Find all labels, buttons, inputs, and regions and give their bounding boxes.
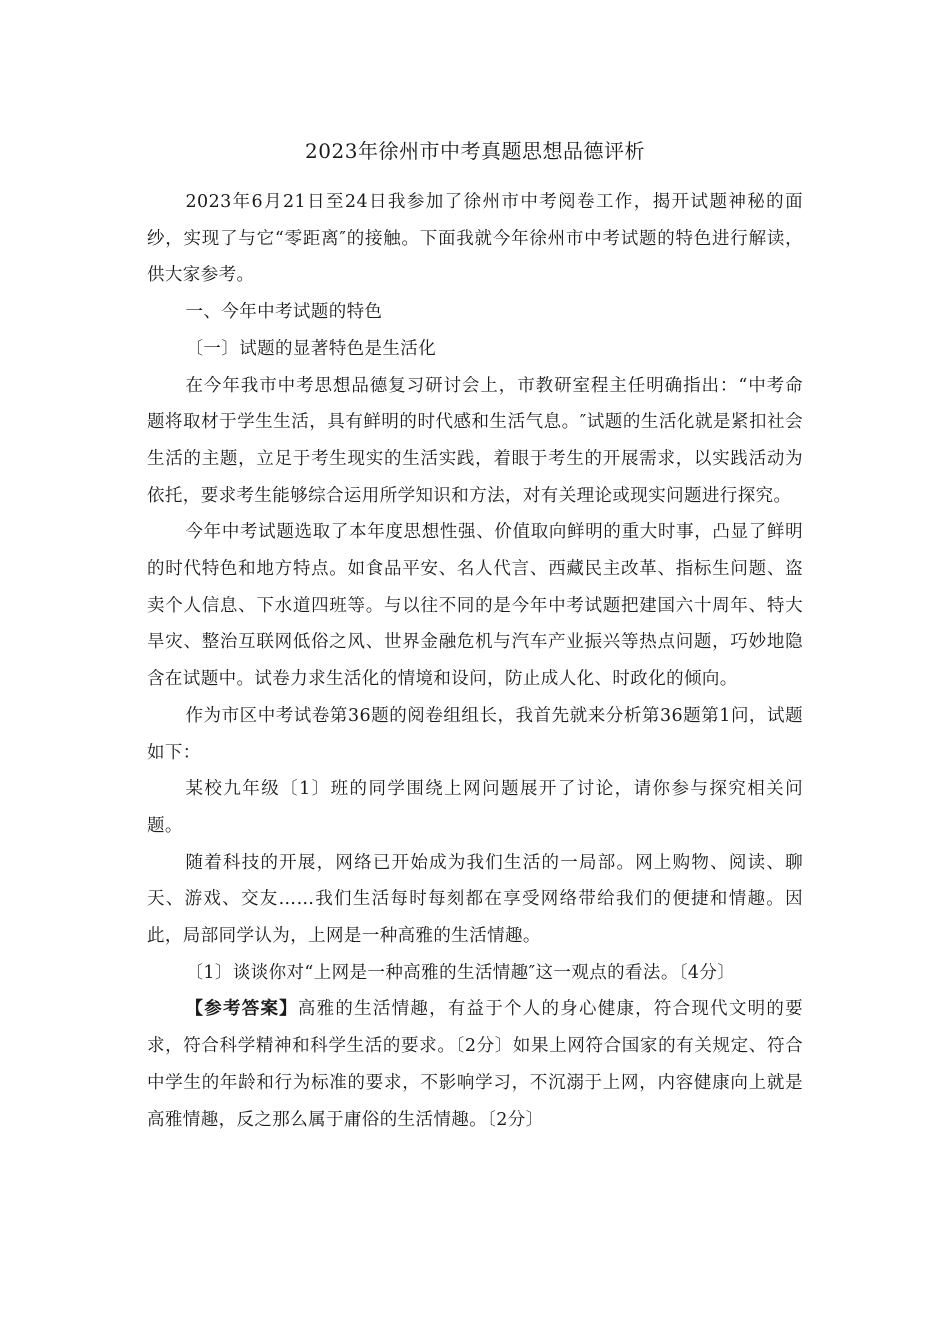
document-body [147, 184, 803, 1138]
paragraph-question-context: 某校九年级〔1〕班的同学围绕上网问题展开了讨论，请你参与探究相关问题。 [147, 779, 803, 836]
section-heading-1: 一、今年中考试题的特色 [185, 302, 383, 323]
paragraph-question-intro: 作为市区中考试卷第36题的阅卷组组长，我首先就来分析第36题第1问，试题如下： [147, 705, 803, 763]
paragraph-question-material: 随着科技的开展，网络已开始成为我们生活的一局部。网上购物、阅读、聊天、游戏、交友……我们生活每时每刻都在享受网络带给我们的便捷和情趣。因此，局部同学认为，上网是一种高雅的生活情趣。 [147, 852, 803, 947]
document-title: 2023年徐州市中考真题思想品德评析 [305, 139, 645, 163]
paragraph-question-1: 〔1〕谈谈你对“上网是一种高雅的生活情趣″这一观点的看法。〔4分〕 [185, 962, 736, 983]
paragraph-seminar: 在今年我市中考思想品德复习研讨会上，市教研室程主任明确指出：“中考命题将取材于学生生活，具有鲜明的时代感和生活气息。″试题的生活化就是紧扣社会生活的主题，立足于考生现实的生活实践，着眼于考生的开展需求，以实践活动为依托，要求考生能够综合运用所学知识和方法，对有关理论或现实问题进行探究。 [147, 375, 803, 506]
answer-text: 高雅的生活情趣，有益于个人的身心健康，符合现代文明的要求，符合科学精神和科学生活的要求。〔2分〕如果上网符合国家的有关规定、符合中学生的年龄和行为标准的要求，不影响学习，不沉溺于上网，内容健康向上就是高雅情趣，反之那么属于庸俗的生活情趣。〔2分〕 [147, 999, 803, 1130]
answer-label: 【参考答案】 [185, 999, 298, 1020]
paragraph-answer [147, 991, 803, 1138]
paragraph-intro: 2023年6月21日至24日我参加了徐州市中考阅卷工作，揭开试题神秘的面纱，实现了与它“零距离″的接触。下面我就今年徐州市中考试题的特色进行解读，供大家参考。 [147, 192, 803, 286]
paragraph-current-events: 今年中考试题选取了本年度思想性强、价值取向鲜明的重大时事，凸显了鲜明的时代特色和地方特点。如食品平安、名人代言、西藏民主改革、指标生问题、盗卖个人信息、下水道四班等。与以往不同的是今年中考试题把建国六十周年、特大旱灾、整治互联网低俗之风、世界金融危机与汽车产业振兴等热点问题，巧妙地隐含在试题中。试卷力求生活化的情境和设问，防止成人化、时政化的倾向。 [147, 522, 803, 690]
subsection-heading-1: 〔一〕试题的显著特色是生活化 [185, 338, 437, 359]
